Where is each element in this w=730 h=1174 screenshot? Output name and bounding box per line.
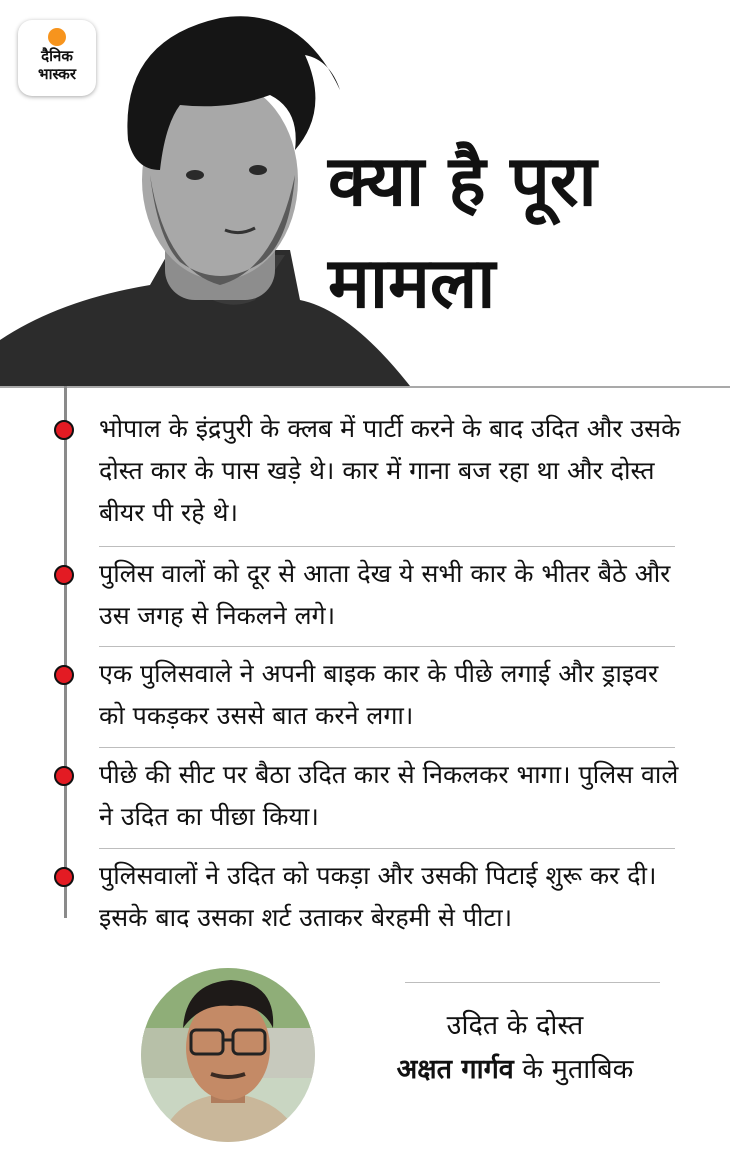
headline xyxy=(328,130,718,334)
sun-icon xyxy=(48,28,66,46)
timeline-text: भोपाल के इंद्रपुरी के क्लब में पार्टी करने के बाद उदित और उसके दोस्त कार के पास खड़े थे। कार में गाना बज रहा था और दोस्त बीयर पी रहे थे। xyxy=(99,414,681,527)
separator xyxy=(99,546,675,547)
timeline-text: पुलिसवालों ने उदित को पकड़ा और उसकी पिटाई शुरू कर दी। इसके बाद उसका शर्ट उताकर बेरहमी से पीटा। xyxy=(99,861,657,932)
timeline-text: पीछे की सीट पर बैठा उदित कार से निकलकर भागा। पुलिस वाले ने उदित का पीछा किया। xyxy=(99,760,679,831)
headline-line1: क्या है पूरा xyxy=(328,140,597,222)
timeline-text: एक पुलिसवाले ने अपनी बाइक कार के पीछे लगाई और ड्राइवर को पकड़कर उससे बात करने लगा। xyxy=(99,659,659,730)
bullet-dot-icon xyxy=(54,867,74,887)
separator xyxy=(99,646,675,647)
header-divider xyxy=(0,386,730,388)
bullet-dot-icon xyxy=(54,565,74,585)
source-attribution xyxy=(330,1050,700,1090)
source-suffix: के मुताबिक xyxy=(513,1054,634,1085)
headline-line2: मामला xyxy=(328,242,496,324)
logo-line2: भास्कर xyxy=(38,65,76,83)
source-name: अक्षत गार्गव xyxy=(396,1054,514,1085)
separator xyxy=(99,747,675,748)
footer-divider xyxy=(405,982,660,983)
timeline-line xyxy=(64,386,67,918)
bullet-dot-icon xyxy=(54,665,74,685)
separator xyxy=(99,848,675,849)
source-caption: उदित के दोस्त xyxy=(446,1010,584,1041)
dainik-bhaskar-logo xyxy=(18,20,96,96)
bullet-dot-icon xyxy=(54,420,74,440)
timeline-text: पुलिस वालों को दूर से आता देख ये सभी कार के भीतर बैठे और उस जगह से निकलने लगे। xyxy=(99,559,671,630)
logo-line1: दैनिक xyxy=(41,47,73,65)
header xyxy=(0,0,730,386)
bullet-dot-icon xyxy=(54,766,74,786)
friend-photo xyxy=(141,968,315,1142)
